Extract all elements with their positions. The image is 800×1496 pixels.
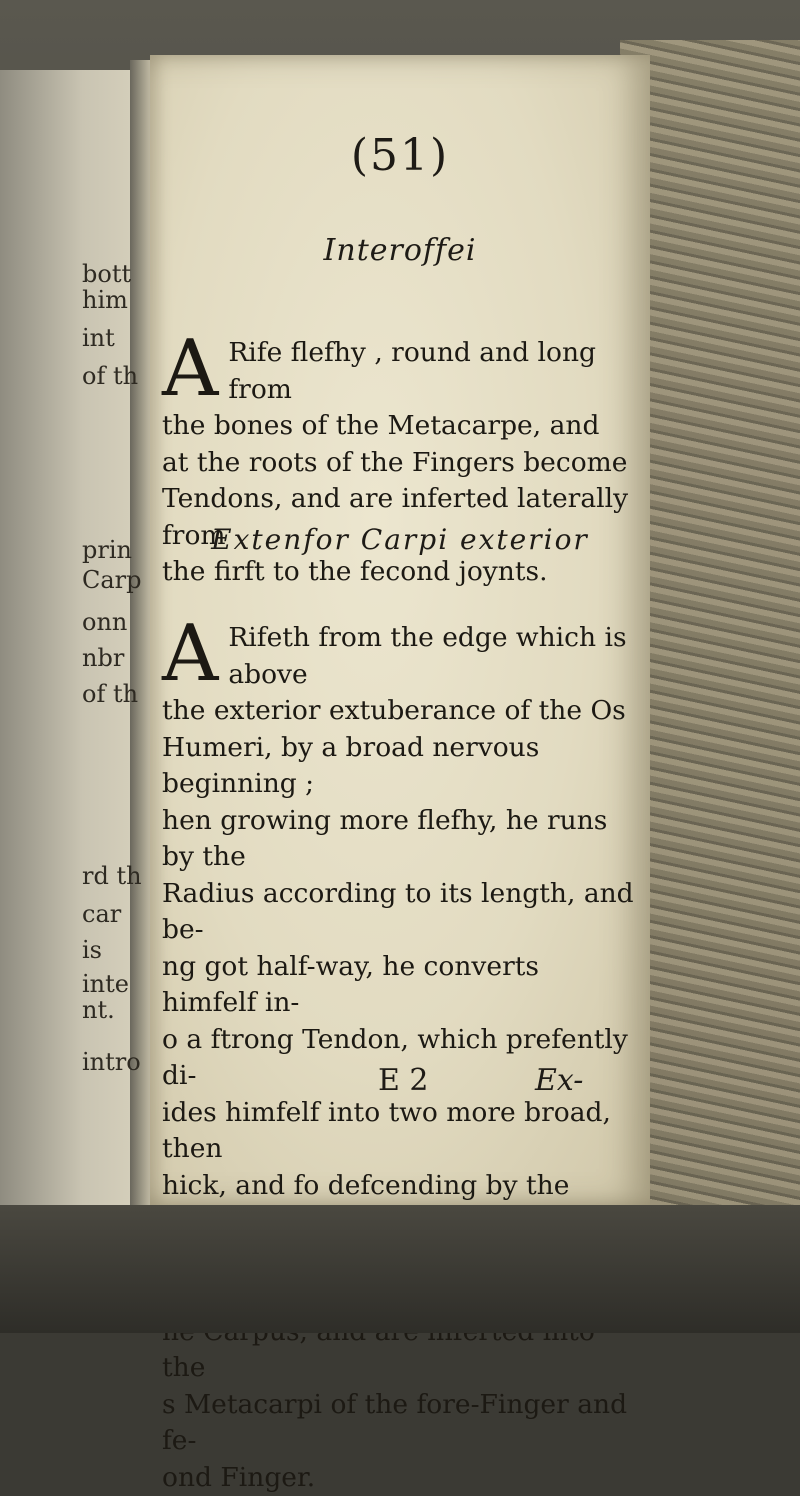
- margin-fragment: nbr: [82, 644, 125, 672]
- drop-cap: A: [162, 609, 219, 699]
- drop-cap: A: [162, 324, 219, 414]
- margin-fragment: car: [82, 900, 122, 928]
- margin-fragment: inte: [82, 970, 129, 998]
- margin-fragment: bott: [82, 260, 132, 288]
- margin-fragment: prin: [82, 536, 132, 564]
- book-page: [150, 55, 650, 1493]
- margin-fragment: Carp: [82, 566, 142, 594]
- margin-fragment: nt.: [82, 996, 115, 1024]
- margin-fragment: of th: [82, 680, 139, 708]
- section-heading-interossei: Interoffei: [323, 233, 477, 268]
- signature-mark: E 2: [378, 1063, 429, 1098]
- paragraph-text: Rife flefhy , round and long from the bones of the Metacarpe, and at the roots of the Fingers become Tendons, and are inferted laterally from the firft to the fecond joynts.: [162, 337, 629, 587]
- paragraph-text: Rifeth from the edge which is above the exterior extuberance of the Os Humeri, by a broad nervous beginning ; hen growing more flefhy, he runs by the Radius according to its length, and be- ng got half-way, he converts himfelf in- o a ftrong Tendon, which prefently di- ides himfelf into two more broad, then hick, and fo defcending by the the s Metacarpi of the fore-Finger and fe- ond Finger.: [162, 622, 634, 1493]
- margin-fragment: onn: [82, 608, 128, 636]
- margin-fragment: int: [82, 324, 115, 352]
- section-heading-extensor: Extenfor Carpi exterior: [211, 523, 589, 556]
- facing-page: [0, 70, 150, 1210]
- margin-fragment: intro: [82, 1048, 141, 1076]
- margin-fragment: of th: [82, 362, 139, 390]
- table-surface: [0, 1205, 800, 1333]
- margin-fragment: rd th: [82, 862, 142, 890]
- margin-fragment: is: [82, 936, 102, 964]
- paragraph-extensor: [162, 609, 640, 1496]
- page-number: (51): [350, 130, 450, 181]
- margin-fragment: him: [82, 286, 128, 314]
- catchword: Ex-: [535, 1063, 584, 1098]
